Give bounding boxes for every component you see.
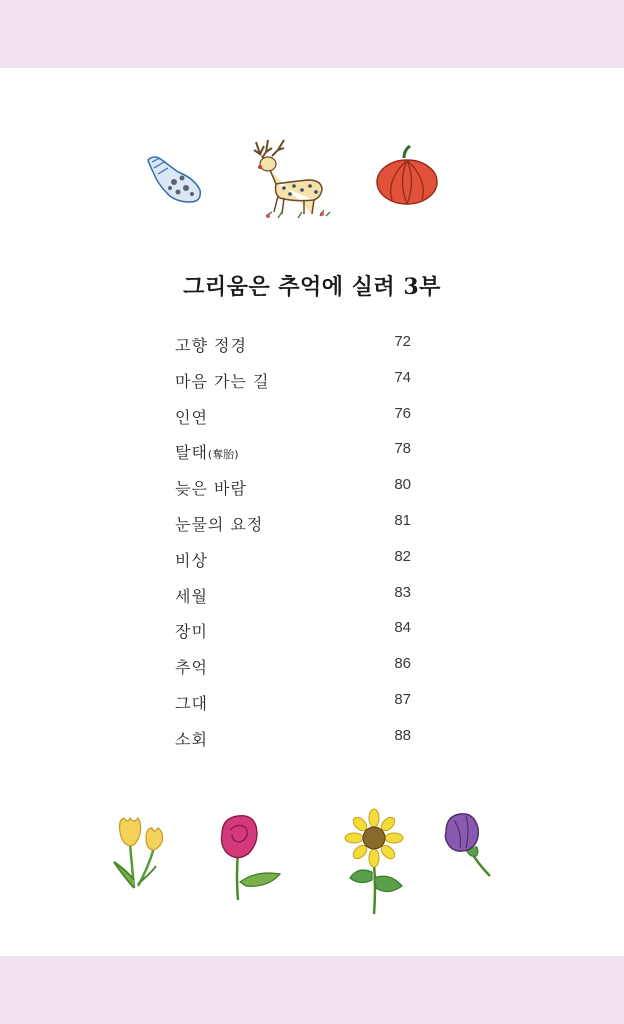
purple-flower-illustration: [440, 810, 496, 880]
toc-title: 장미: [175, 622, 208, 642]
toc-page: 76: [394, 404, 411, 422]
toc-title: 눈물의 요정: [175, 514, 264, 534]
toc-title-hanja: (奪胎): [207, 448, 239, 462]
toc-row[interactable]: [175, 691, 415, 727]
toc-title: 세월: [175, 586, 208, 606]
toc-page: 88: [394, 726, 411, 744]
toc-title: 고향 정경: [175, 336, 247, 355]
toc-page: 83: [394, 583, 411, 601]
toc-page: 86: [394, 655, 411, 673]
deer-illustration: [238, 136, 338, 222]
toc-row[interactable]: [175, 584, 415, 620]
pumpkin-illustration: [374, 144, 440, 208]
rose-illustration: [216, 812, 288, 904]
seashell-illustration: [144, 152, 204, 206]
toc-title: 비상: [175, 550, 208, 570]
toc-title: 그대: [175, 693, 208, 713]
toc-row[interactable]: [175, 655, 415, 691]
toc-row[interactable]: [175, 548, 415, 584]
toc-page: 72: [394, 333, 411, 350]
toc-title: [175, 440, 239, 463]
toc-page: 74: [394, 368, 411, 386]
toc-page: 84: [394, 619, 411, 637]
toc-title: 마음 가는 길: [175, 371, 270, 391]
toc-row[interactable]: [175, 727, 415, 763]
toc-title: 인연: [175, 407, 208, 427]
toc-row[interactable]: [175, 619, 415, 655]
tulip-illustration: [108, 814, 174, 892]
toc-page: 78: [394, 440, 411, 458]
toc-title: 늦은 바람: [175, 479, 247, 499]
toc-row[interactable]: [175, 369, 415, 405]
toc-row[interactable]: [175, 333, 415, 369]
sunflower-illustration: [340, 808, 408, 916]
toc-page: 87: [394, 690, 411, 708]
toc-title: 소회: [175, 729, 208, 749]
table-of-contents: [175, 333, 415, 763]
toc-row[interactable]: [175, 405, 415, 441]
toc-page: 82: [394, 547, 411, 565]
toc-row[interactable]: [175, 476, 415, 512]
toc-title: 추억: [175, 658, 208, 678]
toc-page: 80: [394, 476, 411, 494]
toc-page: 81: [394, 511, 411, 529]
toc-row[interactable]: [175, 440, 415, 476]
bottom-band: [0, 956, 624, 1024]
toc-row[interactable]: [175, 512, 415, 548]
section-heading: 그리움은 추억에 실려 3부: [183, 274, 441, 300]
top-band: [0, 0, 624, 68]
toc-title-main: 탈태: [175, 443, 208, 463]
